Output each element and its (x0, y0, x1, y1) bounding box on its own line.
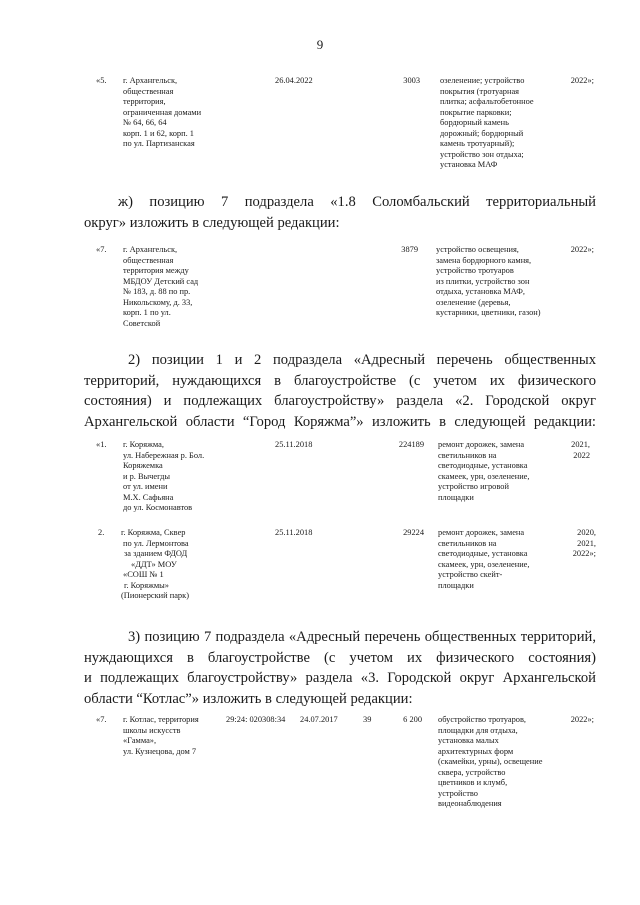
text-line: корп. 1 по ул. (123, 308, 171, 317)
works-cell (438, 440, 530, 503)
text-line: из плитки, устройство зон (436, 276, 530, 286)
works-cell (438, 715, 542, 810)
text-line: ж) позицию 7 подраздела «1.8 Соломбальский территориальный (118, 194, 596, 210)
text-line: г. Котлас, территория (123, 715, 199, 724)
text-line: устройство тротуаров (436, 266, 514, 275)
text-line: состояния) и подлежащих благоустройству» раздела «2. Городской округ (84, 393, 596, 409)
year-cell: 2022»; (570, 76, 594, 85)
text-line: отдыха, установка МАФ, (436, 287, 525, 296)
text-line: скамеек, урн, озеленение, (438, 471, 530, 481)
text-line: «ДДТ» МОУ (131, 559, 177, 569)
text-line: территория между (123, 266, 189, 275)
paragraph-zh (84, 192, 596, 233)
text-line: М.Х. Сафьяна (123, 492, 174, 502)
text-line: кустарники, цветники, газон) (436, 308, 541, 317)
count-cell: 39 (363, 715, 372, 724)
text-line: г. Архангельск, (123, 245, 178, 254)
text-line: 2021, (571, 440, 590, 449)
works-cell (436, 245, 541, 319)
row-number: «7. (96, 715, 107, 724)
text-line: за зданием ФДОД (124, 549, 188, 558)
text-line: Архангельской области “Город Коряжма”» изложить в следующей редакции: (84, 413, 596, 430)
text-line: Коряжемка (123, 461, 163, 470)
text-line: замена бордюрного камня, (436, 255, 532, 265)
text-line: корп. 1 и 62, корп. 1 (123, 128, 194, 138)
text-line: установка малых (438, 736, 499, 745)
date-cell: 25.11.2018 (275, 440, 313, 449)
address-cell (123, 245, 198, 329)
text-line: 2022 (573, 450, 590, 460)
text-line: 3) позицию 7 подраздела «Адресный перечень общественных территорий, (128, 629, 596, 645)
text-line: Никольскому, д. 33, (123, 297, 193, 307)
text-line: общественная (123, 255, 174, 265)
text-line: 2) позиции 1 и 2 подраздела «Адресный перечень общественных (128, 352, 596, 368)
text-line: скамеек, урн, озеленение, (438, 559, 530, 569)
works-cell (440, 76, 534, 171)
text-line: и р. Вычегды (123, 471, 170, 481)
text-line: области “Котлас”» изложить в следующей редакции: (84, 690, 413, 707)
address-cell (123, 440, 204, 514)
text-line: 2021, (577, 538, 596, 548)
text-line: устройство зон отдыха; (440, 149, 524, 159)
area-cell: 29224 (403, 528, 424, 537)
date-cell: 25.11.2018 (275, 528, 313, 537)
area-cell: 224189 (398, 440, 424, 449)
row-number: «1. (96, 440, 107, 449)
row-number: 2. (98, 528, 105, 537)
text-line: устройство игровой (438, 482, 509, 491)
text-line: камень тротуарный); (440, 139, 515, 148)
text-line: светодиодные, установка (438, 461, 528, 470)
text-line: ул. Набережная р. Бол. (123, 450, 205, 460)
text-line: озеленение; устройство (440, 76, 525, 85)
text-line: «Гамма», (123, 736, 157, 745)
text-line: до ул. Космонавтов (123, 503, 193, 512)
text-line: обустройство тротуаров, (438, 715, 527, 724)
text-line: (Пионерский парк) (121, 591, 189, 600)
date-cell: 26.04.2022 (275, 76, 313, 85)
text-line: школы искусств (123, 725, 181, 735)
text-line: г. Коряжмы» (124, 580, 169, 590)
text-line: территория, (123, 97, 166, 106)
text-line: устройство скейт- (438, 570, 503, 579)
text-line: Советской (123, 318, 161, 328)
text-line: № 64, 66, 64 (123, 118, 167, 127)
text-line: по ул. Партизанская (123, 139, 195, 148)
text-line: озеленение (деревья, (436, 297, 511, 307)
text-line: МБДОУ Детский сад (123, 276, 199, 286)
row-number: «5. (96, 76, 107, 85)
text-line: г. Архангельск, (123, 76, 178, 85)
text-line: нуждающихся в благоустройстве (с учетом их физического состояния) (84, 649, 596, 666)
address-cell (123, 715, 199, 757)
area-cell: 3879 (401, 245, 418, 254)
page-number: 9 (316, 37, 324, 52)
text-line: 2020, (577, 528, 596, 537)
text-line: по ул. Лермонтова (123, 538, 189, 548)
text-line: г. Коряжма, Сквер (121, 528, 186, 537)
year-cell (552, 528, 596, 560)
text-line: и подлежащих благоустройству» раздела «3. Городской округ Архангельской (84, 670, 596, 686)
text-line: общественная (123, 86, 174, 96)
text-line: площадки (438, 492, 474, 502)
text-line: устройство освещения, (436, 245, 519, 254)
text-line: дорожный; бордюрный (440, 128, 524, 138)
text-line: ремонт дорожек, замена (438, 528, 525, 537)
text-line: ограниченная домами (123, 107, 202, 117)
year-cell: 2022»; (570, 245, 594, 254)
year-cell: 2022»; (570, 715, 594, 724)
text-line: «СОШ № 1 (123, 570, 164, 579)
text-line: 2022»; (572, 549, 596, 558)
row-number: «7. (96, 245, 107, 254)
date-cell: 24.07.2017 (300, 715, 338, 724)
text-line: от ул. имени (123, 482, 168, 491)
text-line: площадки для отдыха, (438, 725, 518, 735)
text-line: светодиодные, установка (438, 549, 528, 558)
cadastre-cell: 29:24: 020308:34 (226, 715, 286, 724)
year-cell (552, 440, 590, 461)
text-line: № 183, д. 88 по пр. (123, 287, 191, 296)
text-line: площадки (438, 580, 474, 590)
text-line: видеонаблюдения (438, 799, 502, 808)
address-cell (121, 528, 189, 602)
text-line: сквера, устройство (438, 767, 506, 777)
text-line: цветников и клумб, (438, 778, 508, 787)
text-line: установка МАФ (440, 160, 498, 169)
area-cell: 3003 (403, 76, 420, 85)
text-line: территорий, нуждающихся в благоустройстве (с учетом их физического (84, 372, 596, 389)
text-line: плитка; асфальтобетонное (440, 97, 534, 106)
works-cell (438, 528, 530, 591)
paragraph-3 (84, 627, 596, 709)
text-line: ремонт дорожек, замена (438, 440, 525, 449)
text-line: (скамейки, урны), освещение (438, 757, 543, 766)
text-line: ул. Кузнецова, дом 7 (123, 746, 197, 756)
text-line: светильников на (438, 538, 497, 548)
paragraph-2 (84, 350, 596, 432)
text-line: архитектурных форм (438, 746, 514, 756)
text-line: бордюрный камень (440, 118, 509, 127)
area-cell: 6 200 (403, 715, 422, 724)
text-line: покрытия (тротуарная (440, 86, 520, 96)
text-line: светильников на (438, 450, 497, 460)
address-cell (123, 76, 201, 150)
text-line: устройство (438, 788, 478, 798)
text-line: округ» изложить в следующей редакции: (84, 214, 340, 231)
text-line: г. Коряжма, (123, 440, 164, 449)
text-line: покрытие парковки; (440, 107, 512, 117)
